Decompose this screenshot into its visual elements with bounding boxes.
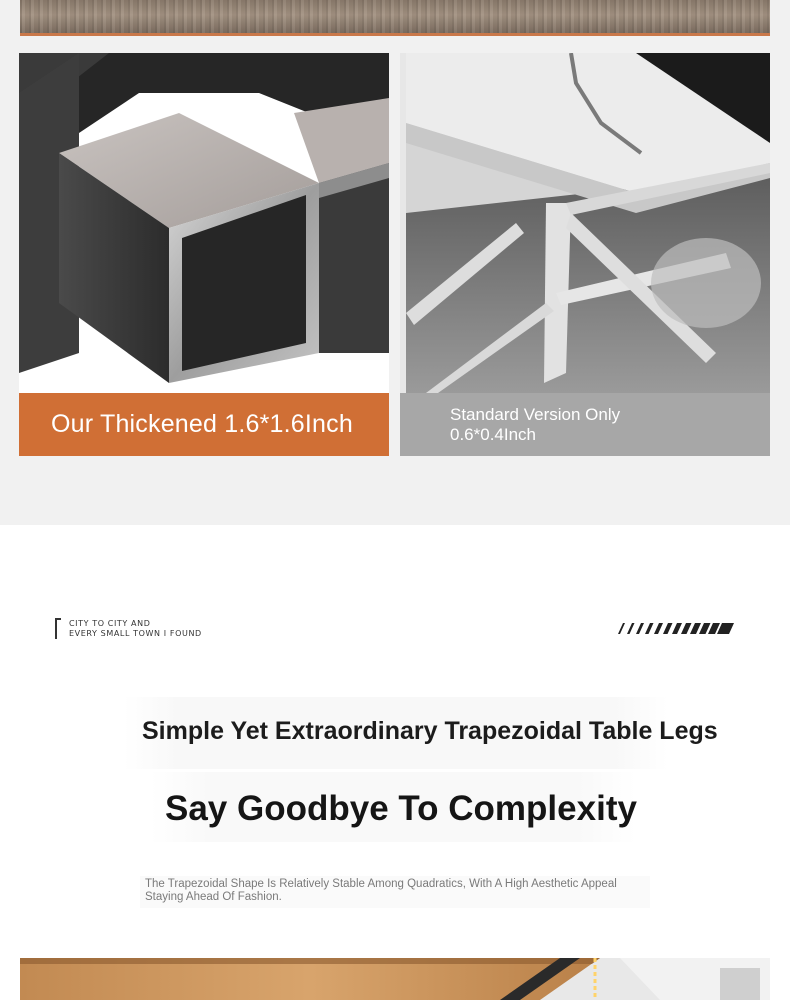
description-panel — [140, 876, 650, 908]
bracket-icon — [55, 618, 61, 639]
thin-leg-frame-image — [406, 53, 770, 393]
standard-frame-card — [400, 53, 770, 456]
slash-stripes-icon — [618, 623, 736, 634]
heading-panel — [150, 772, 636, 842]
thickened-caption: Our Thickened 1.6*1.6Inch — [51, 410, 353, 438]
thick-square-tube-image — [19, 53, 389, 393]
wood-desktop-image — [20, 0, 770, 36]
tagline-text: CITY TO CITY AND EVERY SMALL TOWN I FOUND — [69, 619, 202, 638]
standard-caption: Standard Version Only 0.6*0.4Inch — [450, 404, 621, 444]
subheading-panel — [124, 697, 718, 769]
thickened-caption-bar — [19, 393, 389, 456]
tagline-block — [55, 618, 225, 640]
description-text: The Trapezoidal Shape Is Relatively Stable Among Quadratics, With A High Aesthetic Appeal Staying Ahead Of Fashion. — [145, 878, 617, 903]
subheading: Simple Yet Extraordinary Trapezoidal Table Legs — [142, 717, 718, 745]
standard-caption-bar — [400, 393, 770, 456]
desk-photo-image — [20, 958, 770, 1000]
thickened-tube-card — [19, 53, 389, 456]
main-heading: Say Goodbye To Complexity — [165, 789, 637, 828]
